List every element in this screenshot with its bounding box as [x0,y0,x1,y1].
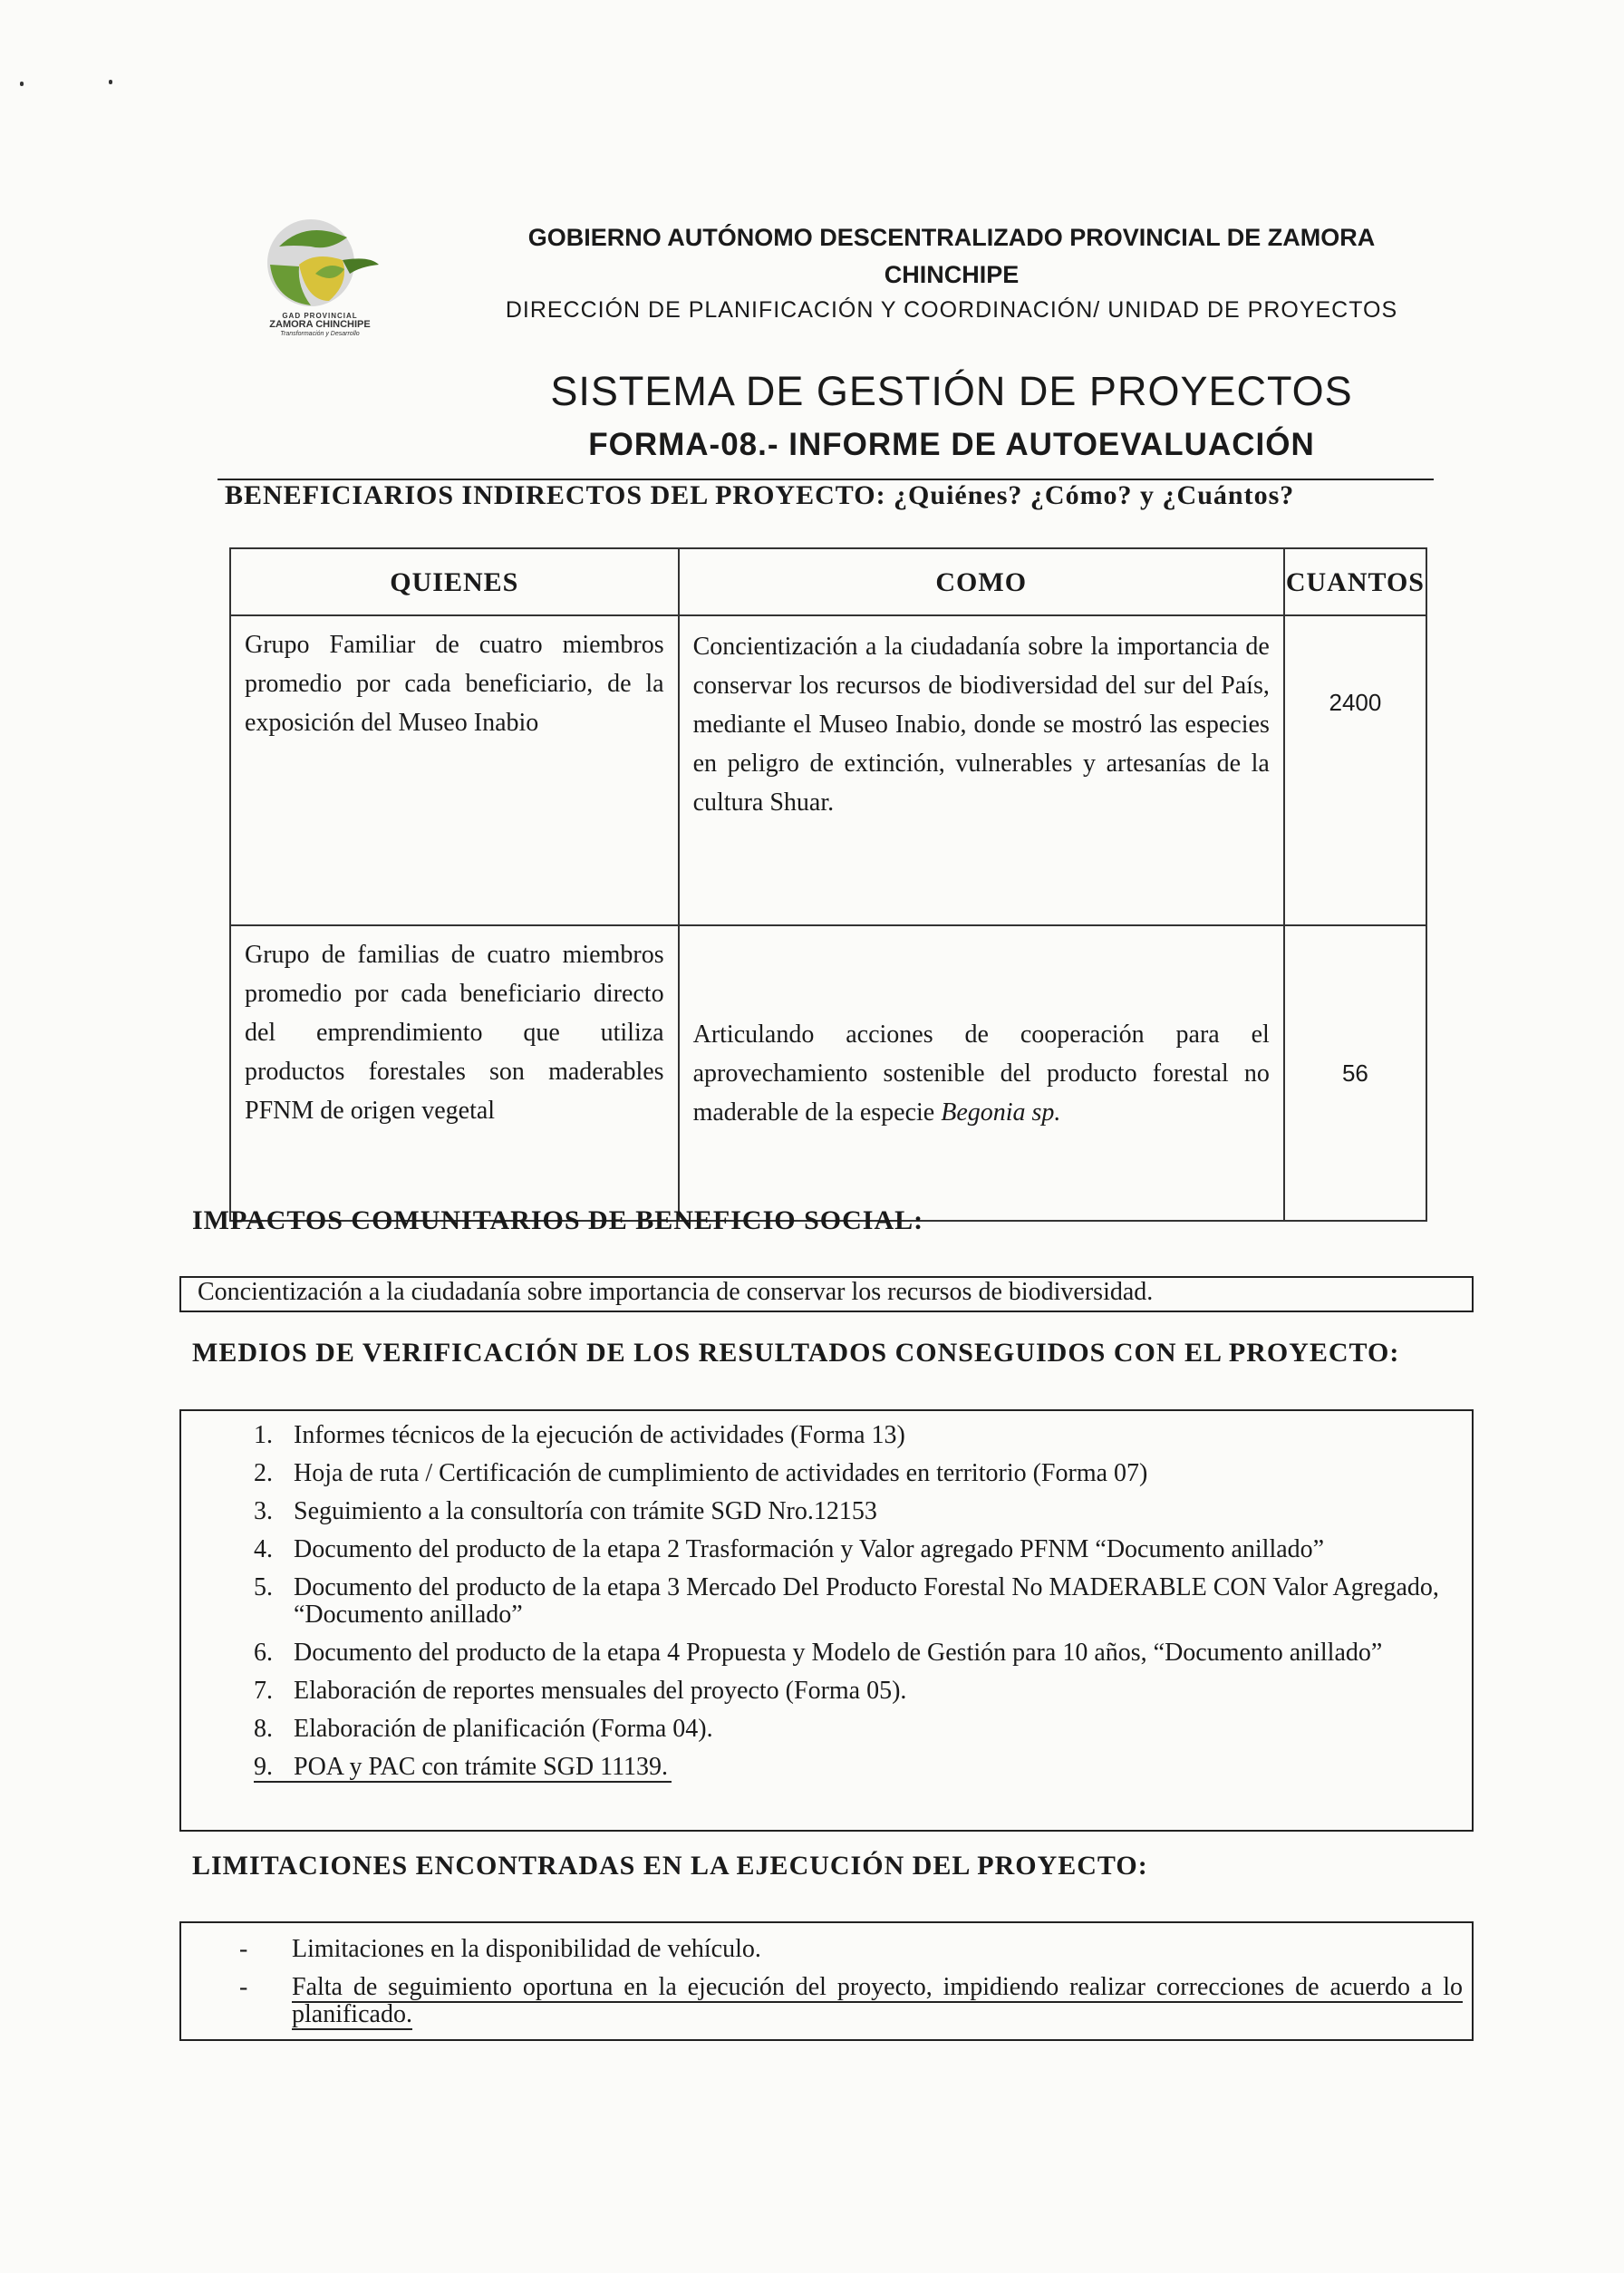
list-text: Documento del producto de la etapa 3 Mercado Del Producto Forestal No MADERABLE CON Valor Agregado, “Documento anillado” [294,1573,1439,1629]
list-text: Documento del producto de la etapa 4 Propuesta y Modelo de Gestión para 10 años, “Documento anillado” [294,1639,1383,1667]
list-text: Hoja de ruta / Certificación de cumplimiento de actividades en territorio (Forma 07) [294,1459,1148,1487]
list-text: Limitaciones en la disponibilidad de vehículo. [292,1935,761,1963]
medios-box [179,1409,1474,1832]
list-number: 7. [254,1677,273,1705]
list-item [239,1974,1463,2028]
cell-cuantos: 2400 [1284,615,1426,925]
col-header-quienes: QUIENES [230,548,679,615]
species-name: Begonia sp. [941,1098,1061,1127]
list-number: 4. [254,1535,273,1563]
list-item [254,1678,1459,1705]
list-bullet: - [239,1935,248,1963]
logo-caption-line1: GAD PROVINCIAL [282,312,358,320]
list-item [254,1460,1459,1487]
list-item [254,1716,1459,1743]
cell-como [679,925,1284,1221]
list-item [254,1498,1459,1525]
logo-caption-line2: ZAMORA CHINCHIPE [269,319,371,331]
limitaciones-list [239,1936,1463,2039]
limitaciones-box [179,1921,1474,2041]
table-header-row [230,548,1426,615]
list-text: Elaboración de reportes mensuales del proyecto (Forma 05). [294,1677,907,1705]
medios-list [254,1422,1459,1794]
cell-quienes: Grupo Familiar de cuatro miembros promedio por cada beneficiario, de la exposición del Museo Inabio [230,615,679,925]
form-title: FORMA-08.- INFORME DE AUTOEVALUACIÓN [588,427,1315,462]
list-item [254,1639,1459,1667]
cell-quienes: Grupo de familias de cuatro miembros promedio por cada beneficiario directo del emprendimiento que utiliza productos forestales son maderables PFNM de origen vegetal [230,925,679,1221]
list-text: Documento del producto de la etapa 2 Trasformación y Valor agregado PFNM “Documento anillado” [294,1535,1325,1563]
list-number: 8. [254,1715,273,1743]
list-item [254,1422,1459,1449]
cell-como: Concientización a la ciudadanía sobre la importancia de conservar los recursos de biodiversidad del sur del País, mediante el Museo Inabio, donde se mostró las especies en peligro de extinción, vulnerables y artesanías de la cultura Shuar. [679,615,1284,925]
list-number: 2. [254,1459,273,1487]
cell-como-text: Articulando acciones de cooperación para el aprovechamiento sostenible del producto forestal no maderable de la especie [692,1020,1270,1127]
list-item [254,1754,672,1783]
list-text: Seguimiento a la consultoría con trámite SGD Nro.12153 [294,1497,877,1525]
department-name: DIRECCIÓN DE PLANIFICACIÓN Y COORDINACIÓN/ UNIDAD DE PROYECTOS [505,297,1398,323]
beneficiarios-heading: BENEFICIARIOS INDIRECTOS DEL PROYECTO: ¿Quiénes? ¿Cómo? y ¿Cuántos? [225,480,1295,510]
impactos-box [179,1276,1474,1312]
list-text: POA y PAC con trámite SGD 11139. [294,1753,669,1781]
col-header-cuantos: CUANTOS [1284,548,1426,615]
table-row [230,925,1426,1221]
col-header-como: COMO [679,548,1284,615]
list-text: Falta de seguimiento oportuna en la ejecución del proyecto, impidiendo realizar correcciones de acuerdo a lo planificado. [292,1973,1463,2028]
system-title: SISTEMA DE GESTIÓN DE PROYECTOS [550,368,1353,414]
impactos-heading: IMPACTOS COMUNITARIOS DE BENEFICIO SOCIAL: [192,1205,924,1235]
org-name: GOBIERNO AUTÓNOMO DESCENTRALIZADO PROVINCIAL DE ZAMORA CHINCHIPE [527,224,1376,288]
scan-speck [20,82,24,86]
list-number: 3. [254,1497,273,1525]
cell-cuantos: 56 [1284,925,1426,1221]
list-number: 5. [254,1573,273,1601]
list-item [254,1574,1459,1629]
list-item [254,1536,1459,1563]
impactos-text: Concientización a la ciudadanía sobre importancia de conservar los recursos de biodiversidad. [198,1274,1153,1312]
logo-caption [234,313,406,337]
list-bullet: - [239,1973,248,2001]
table-row [230,615,1426,925]
medios-heading: MEDIOS DE VERIFICACIÓN DE LOS RESULTADOS CONSEGUIDOS CON EL PROYECTO: [192,1338,1400,1368]
logo-caption-line3: Transformación y Desarrollo [280,330,360,337]
limitaciones-heading: LIMITACIONES ENCONTRADAS EN LA EJECUCIÓN DEL PROYECTO: [192,1851,1148,1881]
list-number: 1. [254,1421,273,1449]
list-text: Informes técnicos de la ejecución de actividades (Forma 13) [294,1421,905,1449]
list-item [239,1936,1463,1963]
list-number: 6. [254,1639,273,1667]
beneficiarios-table [229,547,1427,1222]
scan-speck [109,80,112,84]
list-text: Elaboración de planificación (Forma 04). [294,1715,713,1743]
list-number: 9. [254,1753,273,1781]
